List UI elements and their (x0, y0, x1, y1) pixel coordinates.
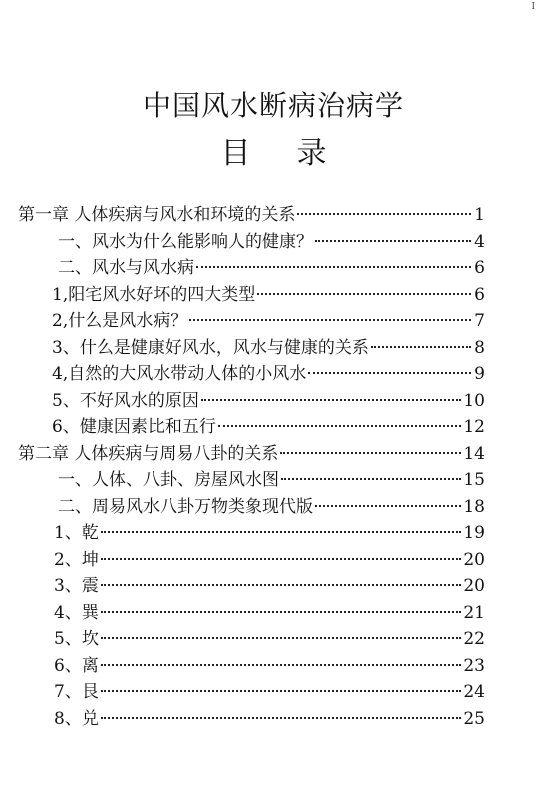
toc-entry (52, 386, 485, 412)
toc-page-number: 1 (474, 205, 485, 225)
toc-entry-title: 1,阳宅风水好坏的四大类型 (52, 284, 256, 305)
corner-mark: I (531, 2, 535, 12)
toc-page-number: 25 (463, 708, 485, 729)
toc-entry (54, 598, 485, 624)
toc-leader-dots (218, 425, 462, 427)
toc-entry-title: 2、坤 (54, 549, 99, 570)
toc-entry-title: 4,自然的大风水带动人体的小风水 (52, 364, 307, 384)
toc-leader-dots (196, 266, 471, 268)
toc-leader-dots (201, 399, 462, 401)
toc-leader-dots (281, 478, 461, 480)
toc-entry (52, 333, 485, 359)
toc-leader-dots (101, 664, 462, 666)
toc-entry (54, 704, 485, 730)
toc-entry (58, 227, 485, 253)
toc-leader-dots (101, 637, 462, 639)
toc-leader-dots (101, 584, 462, 586)
toc-heading-char-2: 录 (296, 136, 327, 171)
toc-entry-title: 7、艮 (54, 682, 99, 702)
toc-entry-title: 一、人体、八卦、房屋风水图 (58, 470, 279, 490)
toc-page-number: 9 (474, 364, 485, 384)
toc-page-number: 6 (474, 284, 485, 305)
toc-heading (0, 128, 547, 172)
toc-leader-dots (101, 690, 462, 692)
toc-entry-title: 第二章 人体疾病与周易八卦的关系 (18, 443, 279, 464)
toc-page-number: 20 (463, 549, 485, 570)
toc-entry (54, 624, 485, 650)
toc-entry (52, 306, 485, 332)
toc-page-number: 19 (463, 523, 485, 543)
toc-page-number: 20 (463, 576, 485, 596)
toc-page-number: 10 (463, 390, 485, 411)
toc-leader-dots (101, 717, 462, 719)
toc-entry (54, 677, 485, 703)
toc-entry (58, 253, 485, 279)
toc-entry (54, 545, 485, 571)
toc-heading-char-1: 目 (220, 136, 251, 171)
toc-leader-dots (371, 346, 471, 348)
toc-entry-title: 5、不好风水的原因 (52, 390, 199, 411)
toc-entry-title: 3、什么是健康好风水，风水与健康的关系 (52, 337, 369, 358)
toc-page-number: 14 (463, 443, 485, 464)
toc-entry (52, 280, 485, 306)
toc-entry-title: 8、兑 (54, 708, 99, 729)
toc-entry-title: 4、巽 (54, 602, 99, 623)
toc-entry-title: 第一章 人体疾病与风水和环境的关系 (18, 205, 296, 225)
toc-page-number: 18 (463, 496, 485, 517)
toc-entry (58, 492, 485, 518)
toc-page-number: 4 (474, 231, 485, 252)
toc-entry-title: 6、健康因素比和五行 (52, 417, 216, 437)
toc-entry (52, 412, 485, 438)
toc-entry-title: 1、乾 (54, 523, 99, 543)
toc-entry-title: 二、周易风水八卦万物类象现代版 (58, 496, 313, 517)
toc-leader-dots (308, 372, 471, 374)
toc-entry-title: 一、风水为什么能影响人的健康？ (58, 231, 313, 252)
toc-page-number: 23 (463, 655, 485, 676)
toc-page-number: 15 (463, 470, 485, 490)
toc-leader-dots (315, 240, 471, 242)
toc-page-number: 7 (474, 311, 485, 331)
toc-entry (54, 571, 485, 597)
toc-entry (52, 359, 485, 385)
toc-entry-title: 2,什么是风水病？ (52, 311, 188, 331)
toc-entry (54, 651, 485, 677)
toc-entry (18, 200, 485, 226)
book-title: 中国风水断病治病学 (142, 89, 404, 122)
toc-leader-dots (101, 611, 462, 613)
toc-page-number: 8 (474, 337, 485, 358)
toc-leader-dots (257, 293, 471, 295)
toc-page-number: 22 (463, 629, 485, 649)
toc-leader-dots (315, 505, 461, 507)
toc-entry-title: 二、风水与风水病 (58, 258, 194, 278)
toc-leader-dots (280, 452, 461, 454)
toc-page-number: 21 (463, 602, 485, 623)
toc-leader-dots (101, 558, 462, 560)
toc-entry (54, 518, 485, 544)
toc-page-number: 12 (463, 417, 485, 437)
toc-leader-dots (101, 531, 462, 533)
toc-entry-title: 5、坎 (54, 629, 99, 649)
toc-page-number: 24 (463, 682, 485, 702)
toc-leader-dots (189, 319, 471, 321)
toc-entry-title: 3、震 (54, 576, 99, 596)
toc-entry (58, 465, 485, 491)
toc-entry-title: 6、离 (54, 655, 99, 676)
toc-entry (18, 439, 485, 465)
toc-leader-dots (297, 213, 471, 215)
toc-page-number: 6 (474, 258, 485, 278)
